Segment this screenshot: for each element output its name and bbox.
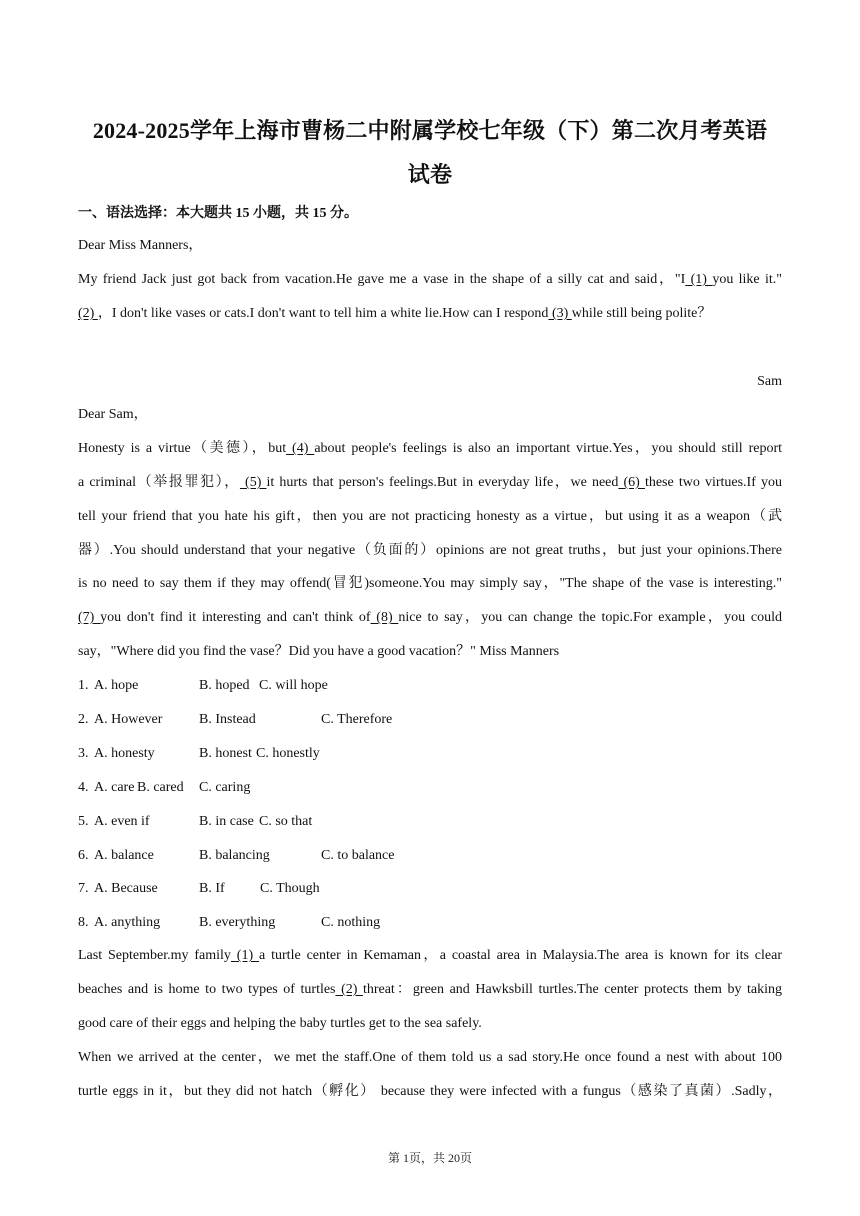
option-a: A. hope bbox=[94, 678, 139, 693]
question-number: 8. bbox=[78, 915, 89, 930]
option-b: B. balancing bbox=[199, 848, 270, 863]
blank-3: (3) bbox=[548, 306, 572, 321]
option-c: C. Though bbox=[260, 881, 320, 896]
passage-line: (2) ，I don't like vases or cats.I don't want to tell him a white lie.How can I respond (3) while still being polite？ bbox=[78, 306, 712, 321]
option-a: A. Because bbox=[94, 881, 158, 896]
passage-line: (7) you don't find it interesting and can't think of (8) nice to say，you can change the topic.For example，you could bbox=[78, 610, 783, 625]
document-title-line1: 2024-2025学年上海市曹杨二中附属学校七年级（下）第二次月考英语 bbox=[92, 118, 768, 143]
question-number: 7. bbox=[78, 881, 89, 896]
letter-salutation: Dear Miss Manners， bbox=[78, 238, 203, 253]
section-heading: 一、语法选择：本大题共 15 小题，共 15 分。 bbox=[78, 206, 358, 221]
option-a: A. care bbox=[94, 780, 135, 795]
blank-2: (2) bbox=[335, 982, 363, 997]
passage-line: a criminal（举报罪犯）， (5) it hurts that person's feelings.But in everyday life，we need (6) these two virtues.If you bbox=[78, 475, 782, 490]
option-c: C. to balance bbox=[321, 848, 395, 863]
reply-salutation: Dear Sam， bbox=[78, 407, 148, 422]
blank-8: (8) bbox=[370, 610, 399, 625]
option-a: A. However bbox=[94, 712, 163, 727]
page-footer: 第 1页，共 20页 bbox=[387, 1151, 472, 1165]
question-number: 1. bbox=[78, 678, 89, 693]
passage-line: 器）.You should understand that your negative（负面的）opinions are not great truths，but just your opinions.There bbox=[78, 543, 782, 558]
option-a: A. even if bbox=[94, 814, 150, 829]
passage-line: say，"Where did you find the vase？Did you have a good vacation？" Miss Manners bbox=[78, 644, 560, 659]
option-b: B. If bbox=[199, 881, 225, 896]
blank-4: (4) bbox=[286, 441, 315, 456]
passage-line: turtle eggs in it，but they did not hatch（孵化） because they were infected with a fungus（感染了真菌）.Sadly， bbox=[78, 1084, 782, 1099]
passage-line: good care of their eggs and helping the baby turtles get to the sea safely. bbox=[78, 1016, 482, 1031]
passage-line: My friend Jack just got back from vacation.He gave me a vase in the shape of a silly cat and said，"I (1) you like it." bbox=[78, 272, 782, 287]
passage-line: beaches and is home to two types of turtles (2) threat：green and Hawksbill turtles.The center protects them by taking bbox=[78, 982, 782, 997]
option-b: B. honest bbox=[199, 746, 252, 761]
question-number: 6. bbox=[78, 848, 89, 863]
option-c: C. Therefore bbox=[321, 712, 393, 727]
option-b: B. hoped bbox=[199, 678, 250, 693]
option-c: C. will hope bbox=[259, 678, 328, 693]
blank-7: (7) bbox=[78, 610, 101, 625]
blank-1: (1) bbox=[230, 948, 260, 963]
option-b: B. everything bbox=[199, 915, 276, 930]
letter-signature: Sam bbox=[757, 374, 782, 389]
blank-1: (1) bbox=[685, 272, 713, 287]
passage-line: When we arrived at the center，we met the staff.One of them told us a sad story.He once found a nest with about 100 bbox=[78, 1050, 782, 1065]
question-number: 2. bbox=[78, 712, 89, 727]
option-a: A. balance bbox=[94, 848, 154, 863]
question-number: 4. bbox=[78, 780, 89, 795]
option-b: B. in case bbox=[199, 814, 254, 829]
option-c: C. so that bbox=[259, 814, 313, 829]
blank-5: (5) bbox=[239, 475, 267, 490]
passage-line: Honesty is a virtue（美德），but (4) about people's feelings is also an important virtue.Yes，you should still report bbox=[78, 441, 783, 456]
option-a: A. anything bbox=[94, 915, 161, 930]
option-c: C. caring bbox=[199, 780, 251, 795]
passage-line: Last September.my family (1) a turtle center in Kemaman，a coastal area in Malaysia.The area is known for its clear bbox=[78, 948, 782, 963]
document-title-line2: 试卷 bbox=[407, 162, 453, 187]
option-c: C. nothing bbox=[321, 915, 381, 930]
option-c: C. honestly bbox=[256, 746, 320, 761]
question-number: 3. bbox=[78, 746, 89, 761]
passage-line: is no need to say them if they may offend(冒犯)someone.You may simply say，"The shape of the vase is interesting." bbox=[78, 576, 782, 591]
option-a: A. honesty bbox=[94, 746, 155, 761]
option-b: B. Instead bbox=[199, 712, 256, 727]
blank-2: (2) bbox=[78, 306, 98, 321]
blank-6: (6) bbox=[618, 475, 645, 490]
question-number: 5. bbox=[78, 814, 89, 829]
option-b: B. cared bbox=[137, 780, 184, 795]
passage-line: tell your friend that you hate his gift，then you are not practicing honesty as a virtue，but using it as a weapon（武 bbox=[78, 509, 782, 524]
